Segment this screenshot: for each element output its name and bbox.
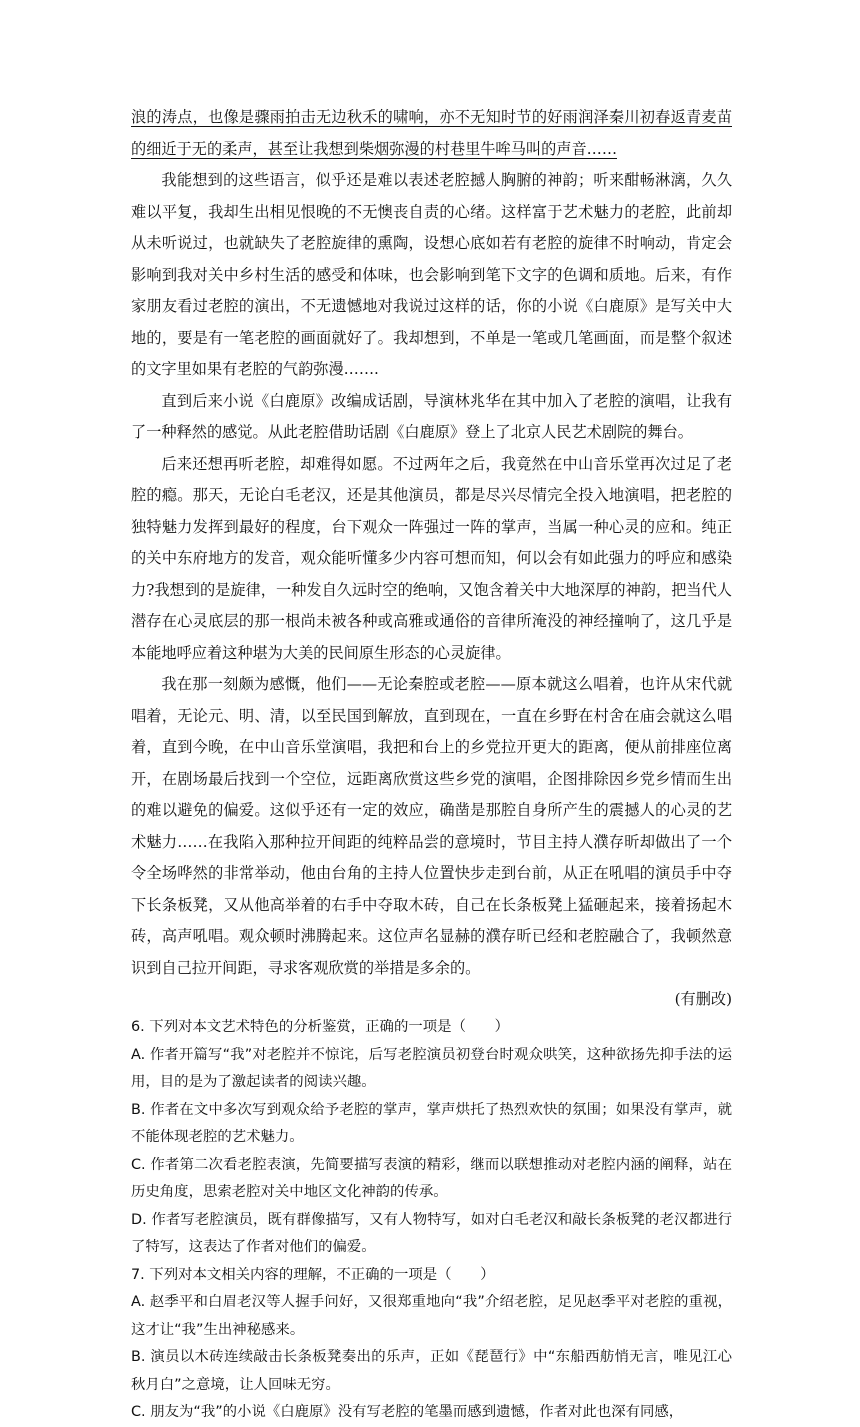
question-7 <box>131 1262 732 1427</box>
passage-paragraph-4: 我在那一刻颇为感慨，他们——无论秦腔或老腔——原本就这么唱着，也许从宋代就唱着，无论元、明、清，以至民国到解放，直到现在，一直在乡野在村舍在庙会就这么唱着，直到今晚，在中山音乐堂演唱，我把和台上的乡党拉开更大的距离，便从前排座位离开，在剧场最后找到一个空位，远距离欣赏这些乡党的演唱，企图排除因乡党乡情而生出的难以避免的偏爱。这似乎还有一定的效应，确凿是那腔自身所产生的震撼人的心灵的艺术魅力……在我陷入那种拉开间距的纯粹品尝的意境时，节目主持人濮存昕却做出了一个令全场哗然的非常举动，他由台角的主持人位置快步走到台前，从正在吼唱的演员手中夺下长条板凳，又从他高举着的右手中夺取木砖，自己在长条板凳上猛砸起来，接着扬起木砖，高声吼唱。观众顿时沸腾起来。这位声名显赫的濮存昕已经和老腔融合了，我顿然意识到自己拉开间距，寻求客观欣赏的举措是多余的。 <box>131 675 732 977</box>
source-note: (有删改) <box>674 990 732 1008</box>
question-7-stem: 7. 下列对本文相关内容的理解，不正确的一项是（ ） <box>131 1266 495 1283</box>
passage-paragraph-3: 后来还想再听老腔，却难得如愿。不过两年之后，我竟然在中山音乐堂再次过足了老腔的瘾。那天，无论白毛老汉，还是其他演员，都是尽兴尽情完全投入地演唱，把老腔的独特魅力发挥到最好的程度，台下观众一阵强过一阵的掌声，当属一种心灵的应和。纯正的关中东府地方的发音，观众能听懂多少内容可想而知，何以会有如此强力的呼应和感染力?我想到的是旋律，一种发自久远时空的绝响，又饱含着关中大地深厚的神韵，把当代人潜存在心灵底层的那一根尚未被各种或高雅或通俗的音律所淹没的神经撞响了，这几乎是本能地呼应着这种堪为大美的民间原生形态的心灵旋律。 <box>131 454 732 662</box>
question-7-option-a: A. 赵季平和白眉老汉等人握手问好，又很郑重地向“我”介绍老腔，足见赵季平对老腔的重视，这才让“我”生出神秘感来。 <box>131 1294 732 1338</box>
question-6-option-c: C. 作者第二次看老腔表演，先简要描写表演的精彩，继而以联想推动对老腔内涵的阐释，站在历史角度，思索老腔对关中地区文化神韵的传承。 <box>131 1156 732 1200</box>
passage-paragraph-2: 直到后来小说《白鹿原》改编成话剧，导演林兆华在其中加入了老腔的演唱，让我有了一种释然的感觉。从此老腔借助话剧《白鹿原》登上了北京人民艺术剧院的舞台。 <box>131 391 732 441</box>
question-6-option-d: D. 作者写老腔演员，既有群像描写，又有人物特写，如对白毛老汉和敲长条板凳的老汉都进行了特写，这表达了作者对他们的偏爱。 <box>131 1211 732 1255</box>
passage-paragraph-1: 我能想到的这些语言，似乎还是难以表述老腔撼人胸腑的神韵；听来酣畅淋漓，久久难以平复，我却生出相见恨晚的不无懊丧自责的心绪。这样富于艺术魅力的老腔，此前却从未听说过，也就缺失了老腔旋律的熏陶，设想心底如若有老腔的旋律不时响动，肯定会影响到我对关中乡村生活的感受和体味，也会影响到笔下文字的色调和质地。后来，有作家朋友看过老腔的演出，不无遗憾地对我说过这样的话，你的小说《白鹿原》是写关中大地的，要是有一笔老腔的画面就好了。我却想到，不单是一笔或几笔画面，而是整个叙述的文字里如果有老腔的气韵弥漫……. <box>131 171 732 378</box>
question-6-option-a: A. 作者开篇写“我”对老腔并不惊诧，后写老腔演员初登台时观众哄笑，这种欲扬先抑手法的运用，目的是为了激起读者的阅读兴趣。 <box>131 1046 732 1090</box>
passage-paragraph-0: 浪的涛点，也像是骤雨拍击无边秋禾的啸响，亦不无知时节的好雨润泽秦川初春返青麦苗的细近于无的柔声，甚至让我想到柴烟弥漫的村巷里牛哞马叫的声音…… <box>131 108 732 158</box>
question-6 <box>131 1014 732 1262</box>
question-6-stem: 6. 下列对本文艺术特色的分析鉴赏，正确的一项是（ ） <box>131 1019 510 1035</box>
question-7-option-b: B. 演员以木砖连续敲击长条板凳奏出的乐声，正如《琵琶行》中“东船西舫悄无言，唯见江心秋月白”之意境，让人回味无穷。 <box>131 1349 732 1393</box>
question-7-option-c: C. 朋友为“我”的小说《白鹿原》没有写老腔的笔墨而感到遗憾，作者对此也深有同感， <box>131 1404 684 1420</box>
question-6-option-b: B. 作者在文中多次写到观众给予老腔的掌声，掌声烘托了热烈欢快的氛围；如果没有掌声，就不能体现老腔的艺术魅力。 <box>131 1101 732 1145</box>
